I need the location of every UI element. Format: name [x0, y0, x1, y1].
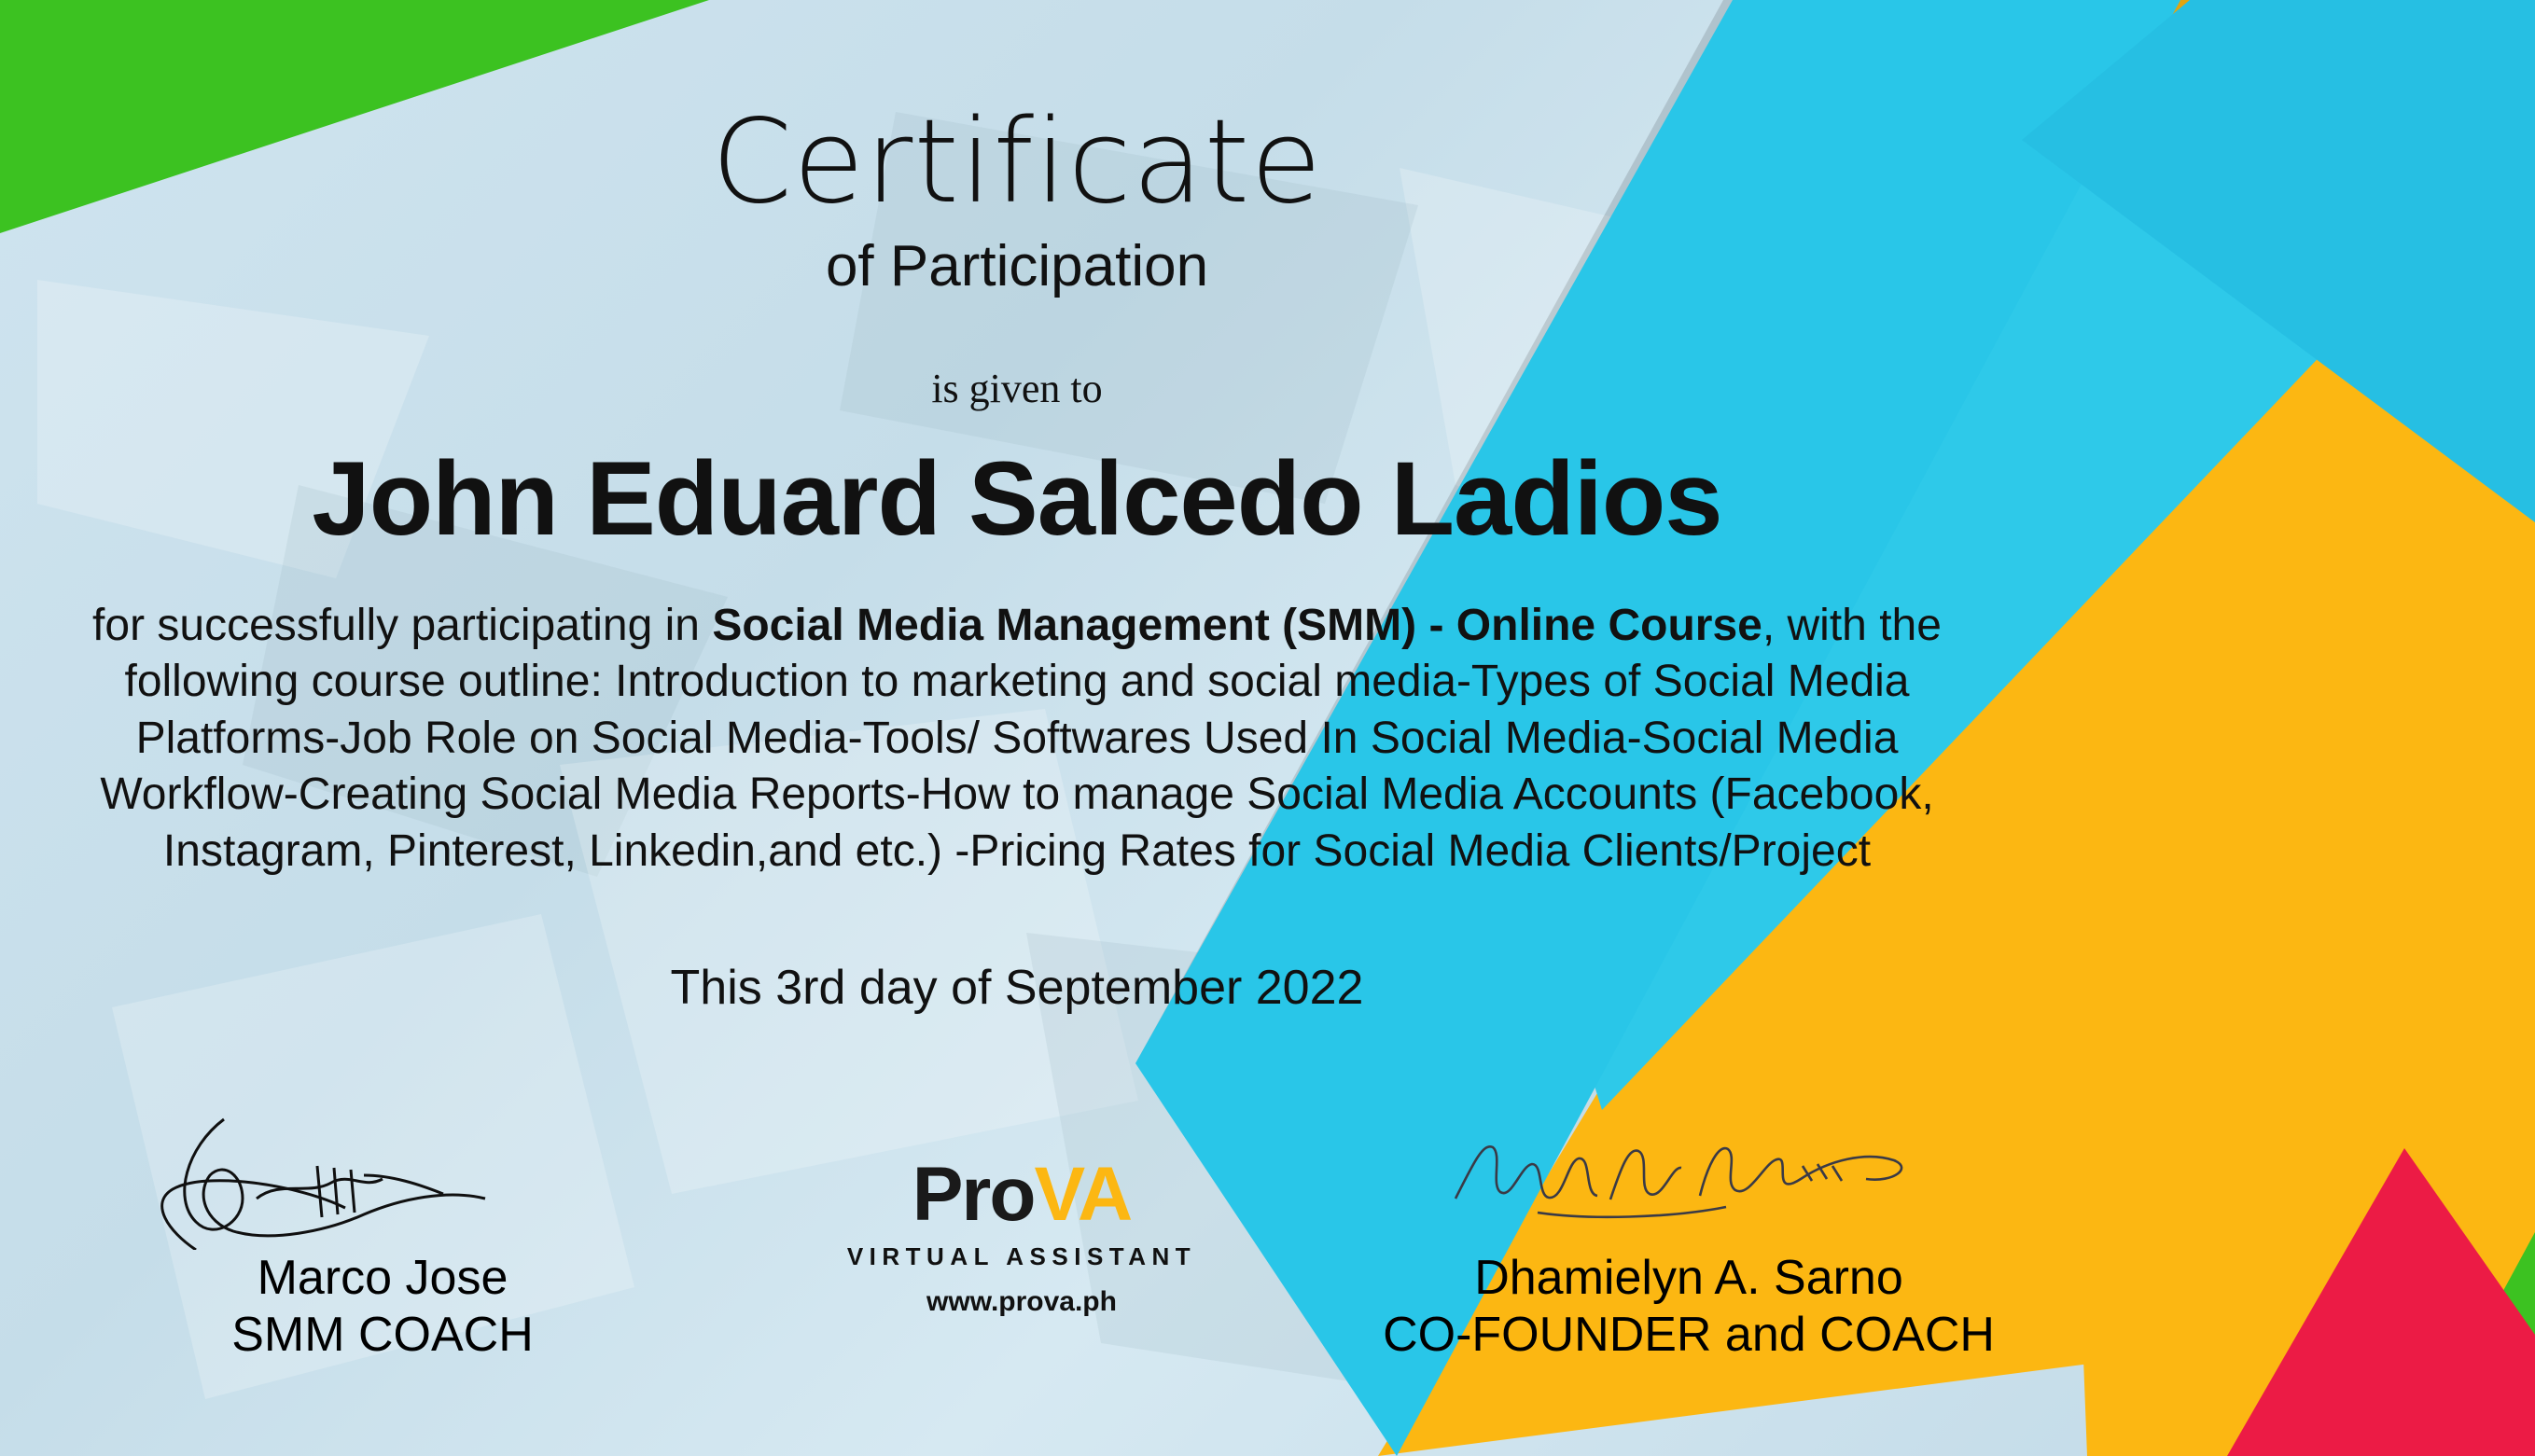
citation-text [75, 598, 1959, 880]
citation-prefix: for successfully participating in [92, 601, 713, 650]
prova-logo [835, 1152, 1208, 1318]
signer-role: SMM COACH [231, 1308, 534, 1363]
signer-name: Dhamielyn A. Sarno [1474, 1251, 1903, 1305]
date-line: This 3rd day of September 2022 [670, 961, 1364, 1016]
signer-role: CO-FOUNDER and COACH [1383, 1308, 1995, 1363]
logo-word-va: VA [1034, 1152, 1132, 1237]
signer-name: Marco Jose [257, 1251, 508, 1305]
signature-block-right [1325, 1129, 2053, 1365]
handwritten-signature-icon [56, 1129, 709, 1250]
logo-word-pro: Pro [912, 1152, 1035, 1237]
recipient-name: John Eduard Salcedo Ladios [312, 440, 1722, 557]
course-name: Social Media Management (SMM) - Online Course [712, 601, 1762, 650]
logo-url: www.prova.ph [926, 1286, 1117, 1317]
logo-wordmark [912, 1152, 1132, 1237]
signature-block-left [56, 1129, 709, 1365]
given-to-label: is given to [931, 366, 1103, 411]
certificate-subtitle: of Participation [825, 234, 1209, 298]
logo-tagline: VIRTUAL ASSISTANT [846, 1242, 1197, 1270]
handwritten-signature-icon [1325, 1129, 2053, 1250]
certificate-title: Certificate [711, 95, 1323, 229]
citation-rest: , with the following course outline: Introduction to marketing and social media-Types of Social Media Platforms-Job Role on Social Media-Tools/ Softwares Used In Social Media-Social Media Workflow-Creating Social Media Reports-How to manage Social Media Accounts (Facebook, Instagram, Pinterest, Linkedin,and etc.) -Pricing Rates for Social Media Clients/Project [100, 601, 1942, 876]
